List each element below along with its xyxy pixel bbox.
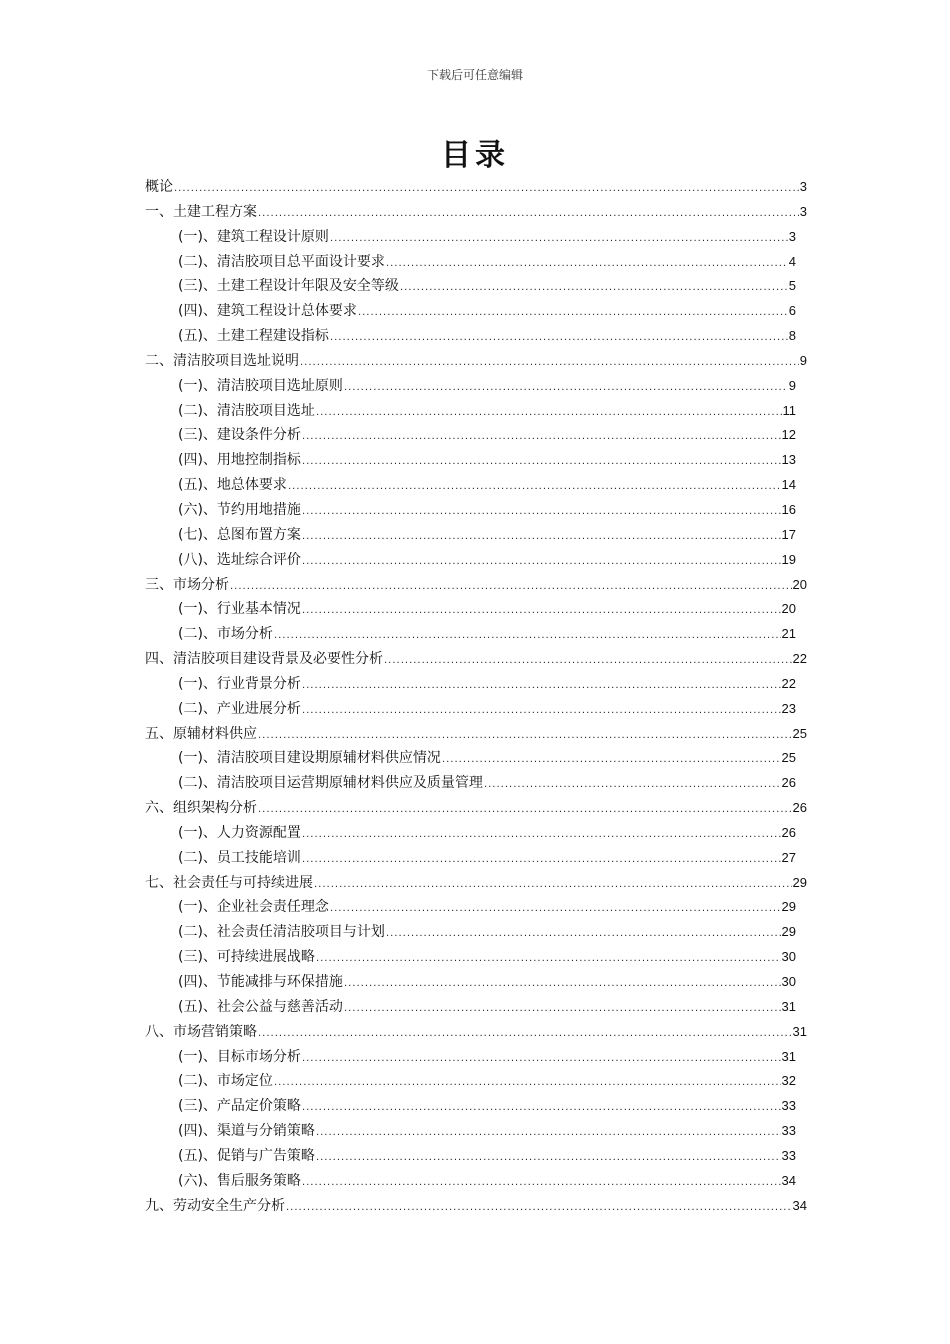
toc-entry[interactable] bbox=[145, 672, 807, 697]
toc-entry-page: 21 bbox=[781, 626, 796, 642]
toc-entry-page: 32 bbox=[781, 1073, 796, 1089]
toc-entry-page: 6 bbox=[788, 303, 796, 319]
toc-entry[interactable] bbox=[145, 722, 807, 747]
toc-entry[interactable] bbox=[145, 274, 807, 299]
toc-entry-page: 29 bbox=[792, 874, 807, 890]
toc-entry-label: (二)、市场定位 bbox=[178, 1073, 273, 1090]
toc-entry-label: (五)、土建工程建设指标 bbox=[178, 328, 329, 345]
toc-leader-dots bbox=[330, 897, 781, 922]
toc-entry[interactable] bbox=[145, 448, 807, 473]
toc-leader-dots bbox=[314, 873, 792, 898]
toc-entry-page: 33 bbox=[781, 1147, 796, 1163]
toc-entry[interactable] bbox=[145, 821, 807, 846]
toc-entry-label: (六)、节约用地措施 bbox=[178, 501, 301, 518]
toc-leader-dots bbox=[484, 773, 781, 798]
toc-leader-dots bbox=[274, 1071, 781, 1096]
toc-entry-page: 9 bbox=[788, 377, 796, 393]
toc-leader-dots bbox=[302, 599, 781, 624]
toc-entry-label: (七)、总图布置方案 bbox=[178, 526, 301, 543]
toc-leader-dots bbox=[400, 276, 788, 301]
toc-entry-page: 26 bbox=[781, 775, 796, 791]
toc-entry-page: 12 bbox=[781, 427, 796, 443]
toc-entry-label: (二)、清洁胶项目总平面设计要求 bbox=[178, 253, 385, 270]
toc-entry-page: 19 bbox=[781, 551, 796, 567]
toc-entry-label: (四)、渠道与分销策略 bbox=[178, 1123, 315, 1140]
toc-entry-page: 34 bbox=[781, 1172, 796, 1188]
toc-entry-page: 8 bbox=[788, 328, 796, 344]
toc-entry[interactable] bbox=[145, 871, 807, 896]
toc-entry-label: 八、市场营销策略 bbox=[145, 1023, 257, 1040]
toc-entry-label: (四)、建筑工程设计总体要求 bbox=[178, 303, 357, 320]
toc-leader-dots bbox=[258, 724, 792, 749]
toc-entry-page: 5 bbox=[788, 278, 796, 294]
toc-entry[interactable] bbox=[145, 324, 807, 349]
toc-entry-label: (一)、目标市场分析 bbox=[178, 1048, 301, 1065]
toc-leader-dots bbox=[302, 699, 781, 724]
toc-entry-label: (三)、可持续进展战略 bbox=[178, 949, 315, 966]
toc-entry-label: (二)、社会责任清洁胶项目与计划 bbox=[178, 924, 385, 941]
toc-entry[interactable] bbox=[145, 498, 807, 523]
page-header: 下载后可任意编辑 bbox=[426, 68, 523, 82]
toc-entry[interactable] bbox=[145, 573, 807, 598]
toc-leader-dots bbox=[302, 1171, 781, 1196]
toc-entry-page: 29 bbox=[781, 924, 796, 940]
toc-entry[interactable] bbox=[145, 597, 807, 622]
toc-entry-label: 概论 bbox=[145, 179, 173, 195]
toc-entry-label: (五)、地总体要求 bbox=[178, 477, 287, 494]
toc-leader-dots bbox=[258, 798, 792, 823]
toc-entry[interactable] bbox=[145, 374, 807, 399]
toc-leader-dots bbox=[316, 947, 781, 972]
toc-entry-label: (二)、市场分析 bbox=[178, 626, 273, 643]
toc-entry[interactable] bbox=[145, 796, 807, 821]
toc-entry[interactable] bbox=[145, 622, 807, 647]
toc-entry-page: 23 bbox=[781, 700, 796, 716]
toc-entry[interactable] bbox=[145, 250, 807, 275]
toc-entry-label: (一)、人力资源配置 bbox=[178, 824, 301, 841]
toc-entry-label: (一)、清洁胶项目选址原则 bbox=[178, 377, 343, 394]
toc-entry-page: 16 bbox=[781, 501, 796, 517]
toc-entry-label: (二)、清洁胶项目运营期原辅材料供应及质量管理 bbox=[178, 775, 483, 792]
toc-leader-dots bbox=[302, 550, 781, 575]
toc-entry-label: (三)、建设条件分析 bbox=[178, 427, 301, 444]
toc-entry-label: 二、清洁胶项目选址说明 bbox=[145, 352, 299, 369]
toc-leader-dots bbox=[258, 1022, 792, 1047]
toc-entry[interactable] bbox=[145, 349, 807, 374]
toc-entry-label: (三)、产品定价策略 bbox=[178, 1098, 301, 1115]
toc-entry-label: 四、清洁胶项目建设背景及必要性分析 bbox=[145, 651, 383, 668]
toc-entry[interactable] bbox=[145, 423, 807, 448]
toc-entry-page: 26 bbox=[781, 824, 796, 840]
toc-leader-dots bbox=[230, 575, 792, 600]
toc-leader-dots bbox=[358, 301, 788, 326]
toc-leader-dots bbox=[330, 326, 788, 351]
toc-entry-page: 13 bbox=[781, 452, 796, 468]
toc-entry-page: 3 bbox=[788, 228, 796, 244]
toc-leader-dots bbox=[316, 1121, 781, 1146]
toc-leader-dots bbox=[386, 252, 788, 277]
toc-entry-label: (八)、选址综合评价 bbox=[178, 551, 301, 568]
toc-leader-dots bbox=[288, 475, 781, 500]
toc-entry-page: 4 bbox=[788, 253, 796, 269]
toc-entry-page: 11 bbox=[782, 402, 796, 418]
toc-entry[interactable] bbox=[145, 175, 807, 200]
toc-entry-label: (一)、行业基本情况 bbox=[178, 601, 301, 618]
toc-entry[interactable] bbox=[145, 895, 807, 920]
toc-entry-label: (二)、产业进展分析 bbox=[178, 700, 301, 717]
toc-entry[interactable] bbox=[145, 1119, 807, 1144]
toc-entry-page: 33 bbox=[781, 1098, 796, 1114]
toc-entry[interactable] bbox=[145, 1194, 807, 1219]
toc-leader-dots bbox=[302, 848, 781, 873]
toc-entry[interactable] bbox=[145, 697, 807, 722]
toc-entry[interactable] bbox=[145, 771, 807, 796]
toc-entry[interactable] bbox=[145, 523, 807, 548]
toc-leader-dots bbox=[316, 1146, 781, 1171]
toc-entry-page: 22 bbox=[792, 651, 807, 667]
toc-entry-label: (五)、社会公益与慈善活动 bbox=[178, 998, 343, 1015]
toc-entry-page: 20 bbox=[792, 576, 807, 592]
toc-entry[interactable] bbox=[145, 473, 807, 498]
toc-entry-label: (四)、用地控制指标 bbox=[178, 452, 301, 469]
toc-entry-label: 五、原辅材料供应 bbox=[145, 725, 257, 742]
toc-entry[interactable] bbox=[145, 746, 807, 771]
toc-entry-page: 33 bbox=[781, 1123, 796, 1139]
toc-entry-label: (三)、土建工程设计年限及安全等级 bbox=[178, 278, 399, 295]
toc-entry[interactable] bbox=[145, 647, 807, 672]
toc-entry-page: 22 bbox=[781, 675, 796, 691]
toc-entry-label: 七、社会责任与可持续进展 bbox=[145, 874, 313, 891]
table-of-contents bbox=[145, 175, 807, 1218]
toc-leader-dots bbox=[286, 1196, 792, 1221]
toc-entry-label: (一)、企业社会责任理念 bbox=[178, 899, 329, 916]
toc-entry-page: 30 bbox=[781, 974, 796, 989]
toc-entry-page: 3 bbox=[799, 179, 807, 194]
toc-leader-dots bbox=[316, 401, 782, 426]
toc-leader-dots bbox=[384, 649, 792, 674]
toc-leader-dots bbox=[174, 177, 799, 202]
page-title: 目录 bbox=[441, 138, 509, 173]
toc-entry-page: 31 bbox=[781, 998, 796, 1014]
toc-entry-page: 9 bbox=[799, 352, 807, 368]
toc-leader-dots bbox=[302, 450, 781, 475]
toc-leader-dots bbox=[330, 227, 788, 252]
toc-leader-dots bbox=[302, 525, 781, 550]
toc-entry-label: 六、组织架构分析 bbox=[145, 800, 257, 817]
toc-entry[interactable] bbox=[145, 1020, 807, 1045]
toc-entry-label: 三、市场分析 bbox=[145, 576, 229, 593]
toc-entry-page: 30 bbox=[781, 949, 796, 965]
toc-entry-page: 29 bbox=[781, 899, 796, 915]
toc-entry[interactable] bbox=[145, 945, 807, 970]
toc-entry-label: (四)、节能减排与环保措施 bbox=[178, 974, 343, 990]
toc-entry-label: (一)、建筑工程设计原则 bbox=[178, 228, 329, 245]
toc-leader-dots bbox=[302, 1096, 781, 1121]
toc-entry-page: 31 bbox=[781, 1048, 796, 1064]
toc-entry-label: (一)、行业背景分析 bbox=[178, 675, 301, 692]
toc-entry[interactable] bbox=[145, 548, 807, 573]
toc-entry-page: 3 bbox=[799, 203, 807, 219]
toc-leader-dots bbox=[302, 674, 781, 699]
toc-entry-label: (五)、促销与广告策略 bbox=[178, 1147, 315, 1164]
toc-leader-dots bbox=[258, 202, 799, 227]
toc-entry[interactable] bbox=[145, 920, 807, 945]
toc-entry-label: (二)、员工技能培训 bbox=[178, 849, 301, 866]
toc-entry[interactable] bbox=[145, 200, 807, 225]
toc-entry-page: 20 bbox=[781, 601, 796, 617]
toc-leader-dots bbox=[300, 351, 799, 376]
toc-entry-label: (一)、清洁胶项目建设期原辅材料供应情况 bbox=[178, 750, 441, 767]
toc-leader-dots bbox=[442, 748, 781, 773]
toc-entry[interactable] bbox=[145, 225, 807, 250]
toc-entry[interactable] bbox=[145, 995, 807, 1020]
toc-leader-dots bbox=[302, 823, 781, 848]
toc-entry-page: 34 bbox=[792, 1197, 807, 1213]
toc-entry-label: (二)、清洁胶项目选址 bbox=[178, 402, 315, 419]
toc-entry[interactable] bbox=[145, 846, 807, 871]
toc-leader-dots bbox=[274, 624, 781, 649]
toc-leader-dots bbox=[302, 1047, 781, 1072]
toc-entry-label: 九、劳动安全生产分析 bbox=[145, 1197, 285, 1214]
toc-entry[interactable] bbox=[145, 970, 807, 995]
toc-entry-page: 31 bbox=[792, 1023, 807, 1039]
toc-entry[interactable] bbox=[145, 1169, 807, 1194]
toc-entry[interactable] bbox=[145, 1144, 807, 1169]
toc-leader-dots bbox=[302, 500, 781, 525]
toc-entry-page: 25 bbox=[792, 725, 807, 741]
toc-entry-page: 25 bbox=[781, 750, 796, 766]
toc-leader-dots bbox=[344, 972, 781, 997]
toc-entry[interactable] bbox=[145, 399, 807, 424]
toc-entry[interactable] bbox=[145, 299, 807, 324]
toc-leader-dots bbox=[344, 997, 781, 1022]
toc-entry-label: (六)、售后服务策略 bbox=[178, 1172, 301, 1189]
toc-entry-page: 27 bbox=[781, 849, 796, 865]
toc-entry-page: 26 bbox=[792, 800, 807, 816]
toc-entry-page: 14 bbox=[781, 477, 796, 493]
toc-entry-page: 17 bbox=[781, 526, 796, 542]
toc-leader-dots bbox=[386, 922, 781, 947]
toc-entry-label: 一、土建工程方案 bbox=[145, 203, 257, 220]
toc-leader-dots bbox=[344, 376, 788, 401]
toc-entry[interactable] bbox=[145, 1094, 807, 1119]
toc-entry[interactable] bbox=[145, 1069, 807, 1094]
toc-entry[interactable] bbox=[145, 1045, 807, 1070]
toc-leader-dots bbox=[302, 425, 781, 450]
